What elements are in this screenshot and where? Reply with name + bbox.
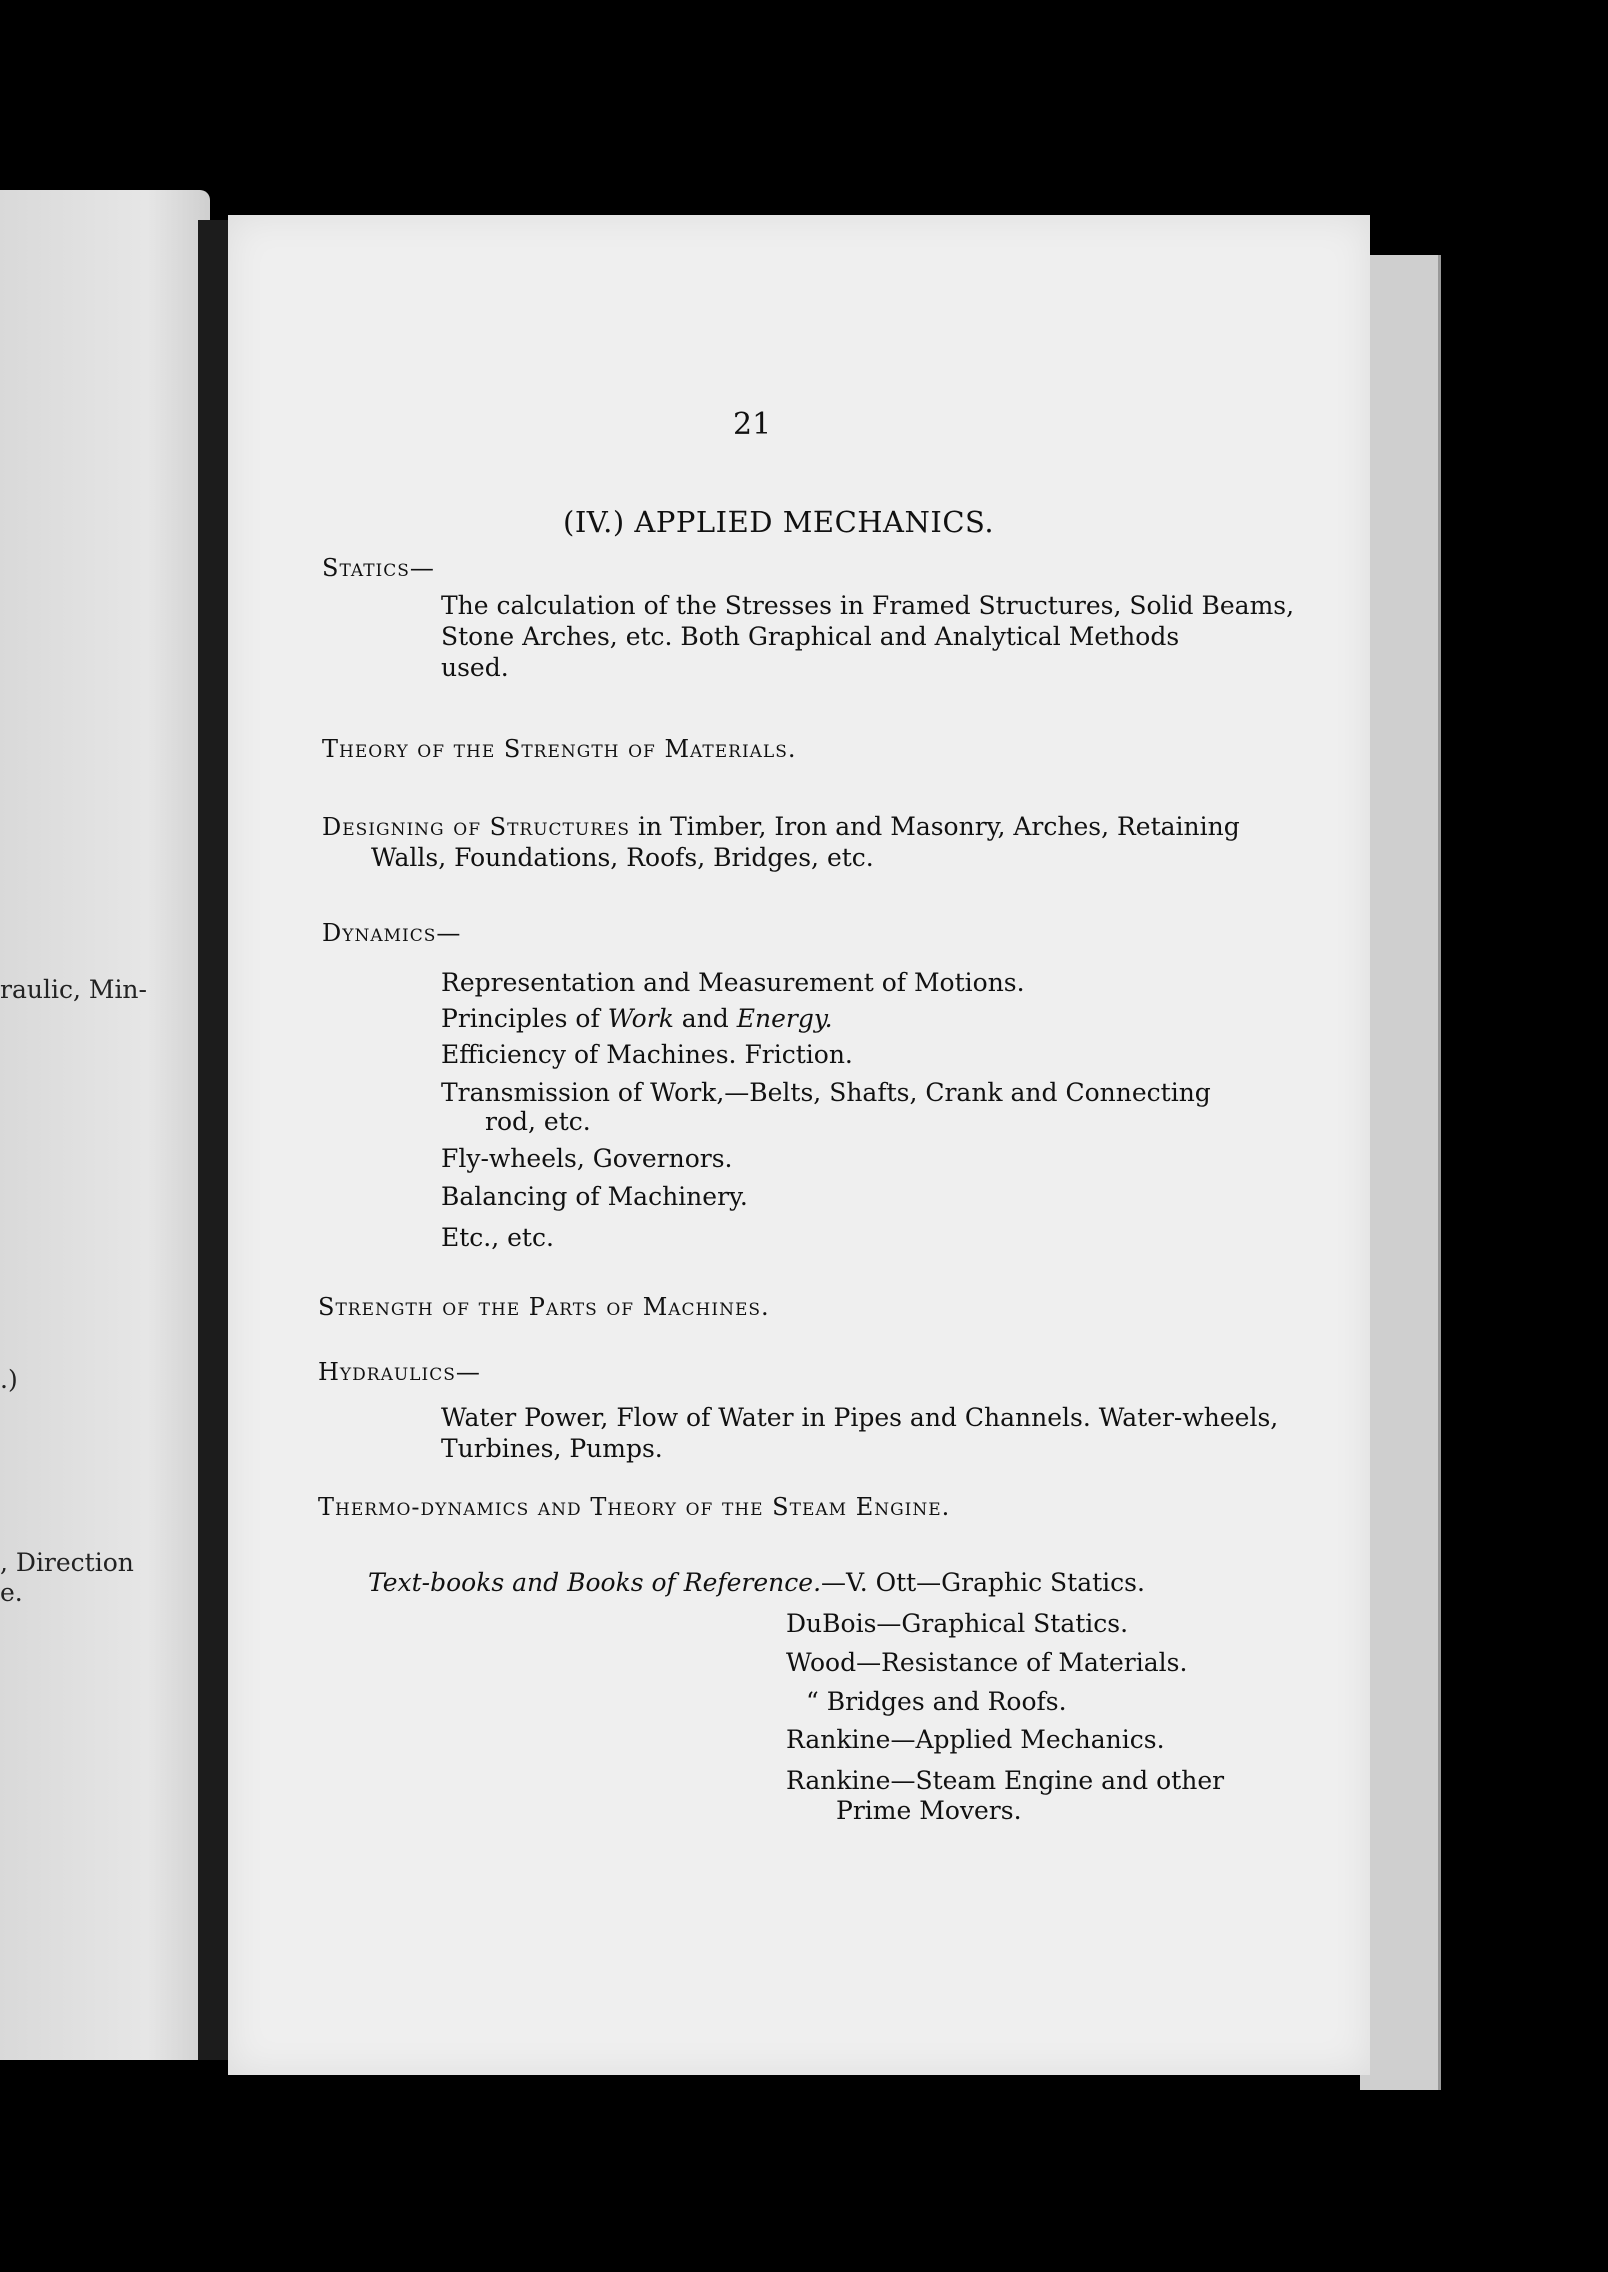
left-page-fragment: .) (0, 1365, 18, 1394)
designing-line-2: Walls, Foundations, Roofs, Bridges, etc. (371, 843, 874, 872)
left-page-fragment: raulic, Min- (0, 975, 147, 1004)
dynamics-item-principles (441, 1003, 833, 1034)
reference-item-continuation: Prime Movers. (836, 1796, 1022, 1825)
designing-label: Designing of Structures (322, 813, 631, 841)
hydraulics-line: Water Power, Flow of Water in Pipes and Channels. Water-wheels, (441, 1403, 1279, 1432)
reference-item: Rankine—Applied Mechanics. (786, 1725, 1165, 1754)
dynamics-item: Efficiency of Machines. Friction. (441, 1040, 853, 1069)
statics-line: Stone Arches, etc. Both Graphical and Analytical Methods (441, 622, 1180, 651)
strength-parts-heading: Strength of the Parts of Machines. (318, 1293, 770, 1321)
statics-line: used. (441, 653, 509, 682)
section-heading: (IV.) APPLIED MECHANICS. (563, 505, 995, 539)
thermo-heading: Thermo-dynamics and Theory of the Steam Engine. (318, 1493, 951, 1521)
reference-item: Rankine—Steam Engine and other (786, 1766, 1225, 1795)
principles-prefix: Principles of (441, 1004, 608, 1033)
right-page (228, 215, 1370, 2075)
references-first-line (368, 1567, 1145, 1598)
principles-work: Work (607, 1004, 674, 1033)
page-edge (1360, 255, 1441, 2090)
statics-label: Statics— (322, 554, 435, 582)
hydraulics-label: Hydraulics— (318, 1358, 481, 1386)
theory-strength-heading: Theory of the Strength of Materials. (322, 735, 797, 763)
principles-and: and (673, 1004, 737, 1033)
hydraulics-line: Turbines, Pumps. (441, 1434, 663, 1463)
dynamics-item-continuation: rod, etc. (485, 1107, 591, 1136)
reference-item: DuBois—Graphical Statics. (786, 1609, 1129, 1638)
left-page (0, 190, 210, 2060)
page-number: 21 (733, 407, 772, 442)
references-label: Text-books and Books of Reference. (368, 1568, 822, 1597)
dynamics-item: Etc., etc. (441, 1223, 554, 1252)
dynamics-item: Balancing of Machinery. (441, 1182, 748, 1211)
designing-line-1 (322, 811, 1240, 843)
principles-energy: Energy. (736, 1004, 833, 1033)
left-page-fragment: e. (0, 1578, 23, 1607)
dynamics-item: Transmission of Work,—Belts, Shafts, Crank and Connecting (441, 1078, 1211, 1107)
designing-line-1-rest: in Timber, Iron and Masonry, Arches, Retaining (630, 812, 1240, 841)
left-page-fragment: , Direction (0, 1548, 134, 1577)
references-first: —V. Ott—Graphic Statics. (821, 1568, 1145, 1597)
dynamics-item: Representation and Measurement of Motions. (441, 968, 1025, 997)
dynamics-item: Fly-wheels, Governors. (441, 1144, 733, 1173)
reference-item: Wood—Resistance of Materials. (786, 1648, 1188, 1677)
reference-item: “ Bridges and Roofs. (806, 1687, 1067, 1716)
statics-line: The calculation of the Stresses in Framed Structures, Solid Beams, (441, 591, 1295, 620)
dynamics-label: Dynamics— (322, 919, 462, 947)
